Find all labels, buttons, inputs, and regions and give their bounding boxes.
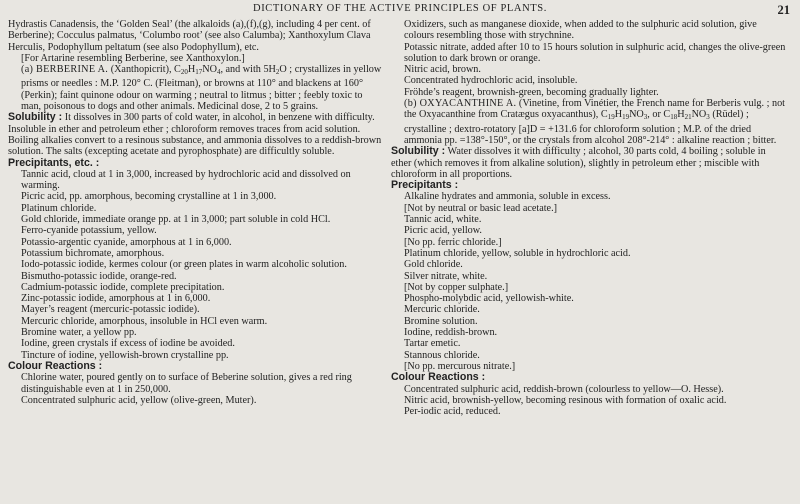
solubility-text: Water dissolves it with difficulty ; alcohol, 30 parts cold, 4 boiling ; soluble in ether (which removes it from alkaline solution), slightly in petroleum ether ; miscible with chloroform in all proportions. xyxy=(391,146,766,180)
intro-paragraph: Hydrastis Canadensis, the ‘Golden Seal’ (the alkaloids (a),(f),(g), including 4 per cent. of Berberine); Cocculus palmatus, ‘Columbo root’ (see also Calumba); Xanthoxylum Clava Herculis, Podophyllum peltatum (see also Podophyllum), etc. xyxy=(8,19,371,53)
list-item: Iodine, reddish-brown. xyxy=(404,327,498,339)
left-column xyxy=(8,19,382,501)
oxyacanthine-text: (Rüdel) ; crystalline ; dextro-rotatory [a]D = +131.6 for chloroform solution ; M.P. of the dried ammonia pp. =138°-150°, or the crystals from alcohol 208°-214° : alkaline reaction ; bitter. xyxy=(404,109,777,146)
list-item: Nitric acid, brownish-yellow, becoming resinous with formation of oxalic acid. xyxy=(404,394,727,406)
list-item: Potassio-argentic cyanide, amorphous at 1 in 6,000. xyxy=(21,236,232,248)
list-item: Fröhde’s reagent, brownish-green, becoming gradually lighter. xyxy=(404,86,659,98)
colour-reactions-heading: Colour Reactions : xyxy=(8,359,103,372)
subscript: 21 xyxy=(684,113,692,122)
list-item: Picric acid, yellow. xyxy=(404,225,482,237)
solubility-paragraph xyxy=(391,146,786,180)
list-item: [No pp. ferric chloride.] xyxy=(404,236,502,248)
list-item: Concentrated sulphuric acid, reddish-brown (colourless to yellow—O. Hesse). xyxy=(404,383,724,395)
oxyacanthine-heading: (b) OXYACANTHINE A. xyxy=(404,98,517,110)
list-item: [Not by copper sulphate.] xyxy=(404,281,509,293)
precipitants-heading: Precipitants : xyxy=(391,179,459,192)
oxyacanthine-text: H xyxy=(614,109,623,121)
list-item: Chlorine water, poured gently on to surface of Beberine solution, gives a red ring distinguishable even at 1 in 250,000. xyxy=(21,372,352,395)
berberine-heading: (a) BERBERINE A. xyxy=(21,64,109,76)
list-item: Per-iodic acid, reduced. xyxy=(404,406,501,418)
list-item: Bismutho-potassic iodide, orange-red. xyxy=(21,270,177,282)
list-item: Picric acid, pp. amorphous, becoming crystalline at 1 in 3,000. xyxy=(21,191,277,203)
solubility-heading: Solubility : xyxy=(8,111,63,124)
subscript: 4 xyxy=(216,68,221,77)
precipitants-list xyxy=(8,169,382,361)
list-item: Mercuric chloride, amorphous, insoluble in HCl even warm. xyxy=(21,315,268,327)
oxyacanthine-text: NO xyxy=(629,109,644,121)
list-item: Gold chloride. xyxy=(404,259,463,271)
list-item: Platinum chloride. xyxy=(21,202,97,214)
list-item: Mercuric chloride. xyxy=(404,304,480,316)
oxyacanthine-text: H xyxy=(677,109,685,121)
list-item: Cadmium-potassic iodide, complete precipitation. xyxy=(21,281,225,293)
list-item: Potassic nitrate, added after 10 to 15 hours solution in sulphuric acid, changes the olive-green solution to dark brown or orange. xyxy=(404,41,786,64)
page-number: 21 xyxy=(777,3,790,17)
list-item: Concentrated hydrochloric acid, insoluble. xyxy=(404,75,578,87)
list-item: Nitric acid, brown. xyxy=(404,64,481,76)
list-item: Bromine solution. xyxy=(404,315,478,327)
artarine-note: [For Artarine resembling Berberine, see Xanthoxylon.] xyxy=(21,52,245,64)
header-title: DICTIONARY OF THE ACTIVE PRINCIPLES OF PLANTS. xyxy=(253,3,547,14)
continued-colour-reactions xyxy=(391,19,786,98)
list-item: Tartar emetic. xyxy=(404,338,461,350)
precipitants-list xyxy=(391,191,786,372)
list-item: Oxidizers, such as manganese dioxide, when added to the sulphuric acid solution, give colours resembling those with strychnine. xyxy=(404,19,757,42)
subscript: 19 xyxy=(607,113,615,122)
list-item: Gold chloride, immediate orange pp. at 1 in 3,000; part soluble in cold HCl. xyxy=(21,214,331,226)
berberine-text: O ; crystallizes in yellow prisms or needles : M.P. 120° C. (Fleitman), or browns at 110° and blackens at 160° (Perkin); faint quinone odour on warming ; neutral to litmus ; bitter ; feebly toxic to man, poisonous to dogs and other animals. Medicinal dose, 2 to 5 grains. xyxy=(21,64,382,113)
berberine-text: , and with 5H xyxy=(220,64,276,76)
list-item: Tannic acid, white. xyxy=(404,214,482,226)
colour-reactions-list xyxy=(391,384,786,418)
list-item: Silver nitrate, white. xyxy=(404,270,488,282)
list-item: Ferro-cyanide potassium, yellow. xyxy=(21,225,157,237)
list-item: Alkaline hydrates and ammonia, soluble in excess. xyxy=(404,191,611,203)
list-item: [No pp. mercurous nitrate.] xyxy=(404,360,516,372)
subscript: 3 xyxy=(706,113,710,122)
colour-reactions-list xyxy=(8,372,382,406)
subscript: 2 xyxy=(275,68,280,77)
oxyacanthine-description xyxy=(391,98,786,146)
oxyacanthine-text: (Vinetine, from Vinétier, the French name for Berberis vulg. ; not the Oxyacanthine from Cratægus oxyacanthus), C xyxy=(404,98,786,121)
subscript: 18 xyxy=(670,113,678,122)
list-item: Mayer’s reagent (mercuric-potassic iodide). xyxy=(21,304,200,316)
list-item: Phospho-molybdic acid, yellowish-white. xyxy=(404,293,574,305)
list-item: Iodo-potassic iodide, kermes colour (or green plates in warm alcoholic solution. xyxy=(21,259,347,271)
subscript: 17 xyxy=(195,68,203,77)
berberine-text: H xyxy=(187,64,196,76)
running-header xyxy=(0,3,800,19)
oxyacanthine-text: , or C xyxy=(647,109,671,121)
solubility-heading: Solubility : xyxy=(391,145,446,158)
berberine-description xyxy=(8,64,382,112)
subscript: 20 xyxy=(180,68,188,77)
list-item: Iodine, green crystals if excess of iodine be avoided. xyxy=(21,338,235,350)
solubility-paragraph xyxy=(8,112,382,157)
right-column xyxy=(391,19,786,501)
solubility-text: It dissolves in 300 parts of cold water, in alcohol, in benzene with difficulty. Insoluble in ether and petroleum ether ; chloroform removes traces from acid solution. Boiling alkalies convert to a resinous substance, and ammonia dissolves to a reddish-brown solution. The salts (excepting acetate and pyrophosphate) are difficultly soluble. xyxy=(8,112,382,158)
subscript: 3 xyxy=(643,113,648,122)
subscript: 19 xyxy=(622,113,630,122)
list-item: Platinum chloride, yellow, soluble in hydrochloric acid. xyxy=(404,247,631,259)
list-item: Concentrated sulphuric acid, yellow (olive-green, Muter). xyxy=(21,394,257,406)
oxyacanthine-text: NO xyxy=(691,109,707,121)
precipitants-heading: Precipitants, etc. : xyxy=(8,156,100,169)
list-item: Tannic acid, cloud at 1 in 3,000, increased by hydrochloric acid and dissolved on warming. xyxy=(21,168,351,192)
colour-reactions-heading: Colour Reactions : xyxy=(391,371,486,384)
list-item: Stannous chloride. xyxy=(404,349,480,361)
berberine-text: (Xanthopicrit), C xyxy=(108,64,181,76)
list-item: Zinc-potassic iodide, amorphous at 1 in 6,000. xyxy=(21,293,211,305)
berberine-text: NO xyxy=(202,64,217,76)
list-item: Potassium bichromate, amorphous. xyxy=(21,247,165,259)
list-item: Tincture of iodine, yellowish-brown crystalline pp. xyxy=(21,349,229,361)
list-item: [Not by neutral or basic lead acetate.] xyxy=(404,202,558,214)
list-item: Bromine water, a yellow pp. xyxy=(21,327,137,339)
